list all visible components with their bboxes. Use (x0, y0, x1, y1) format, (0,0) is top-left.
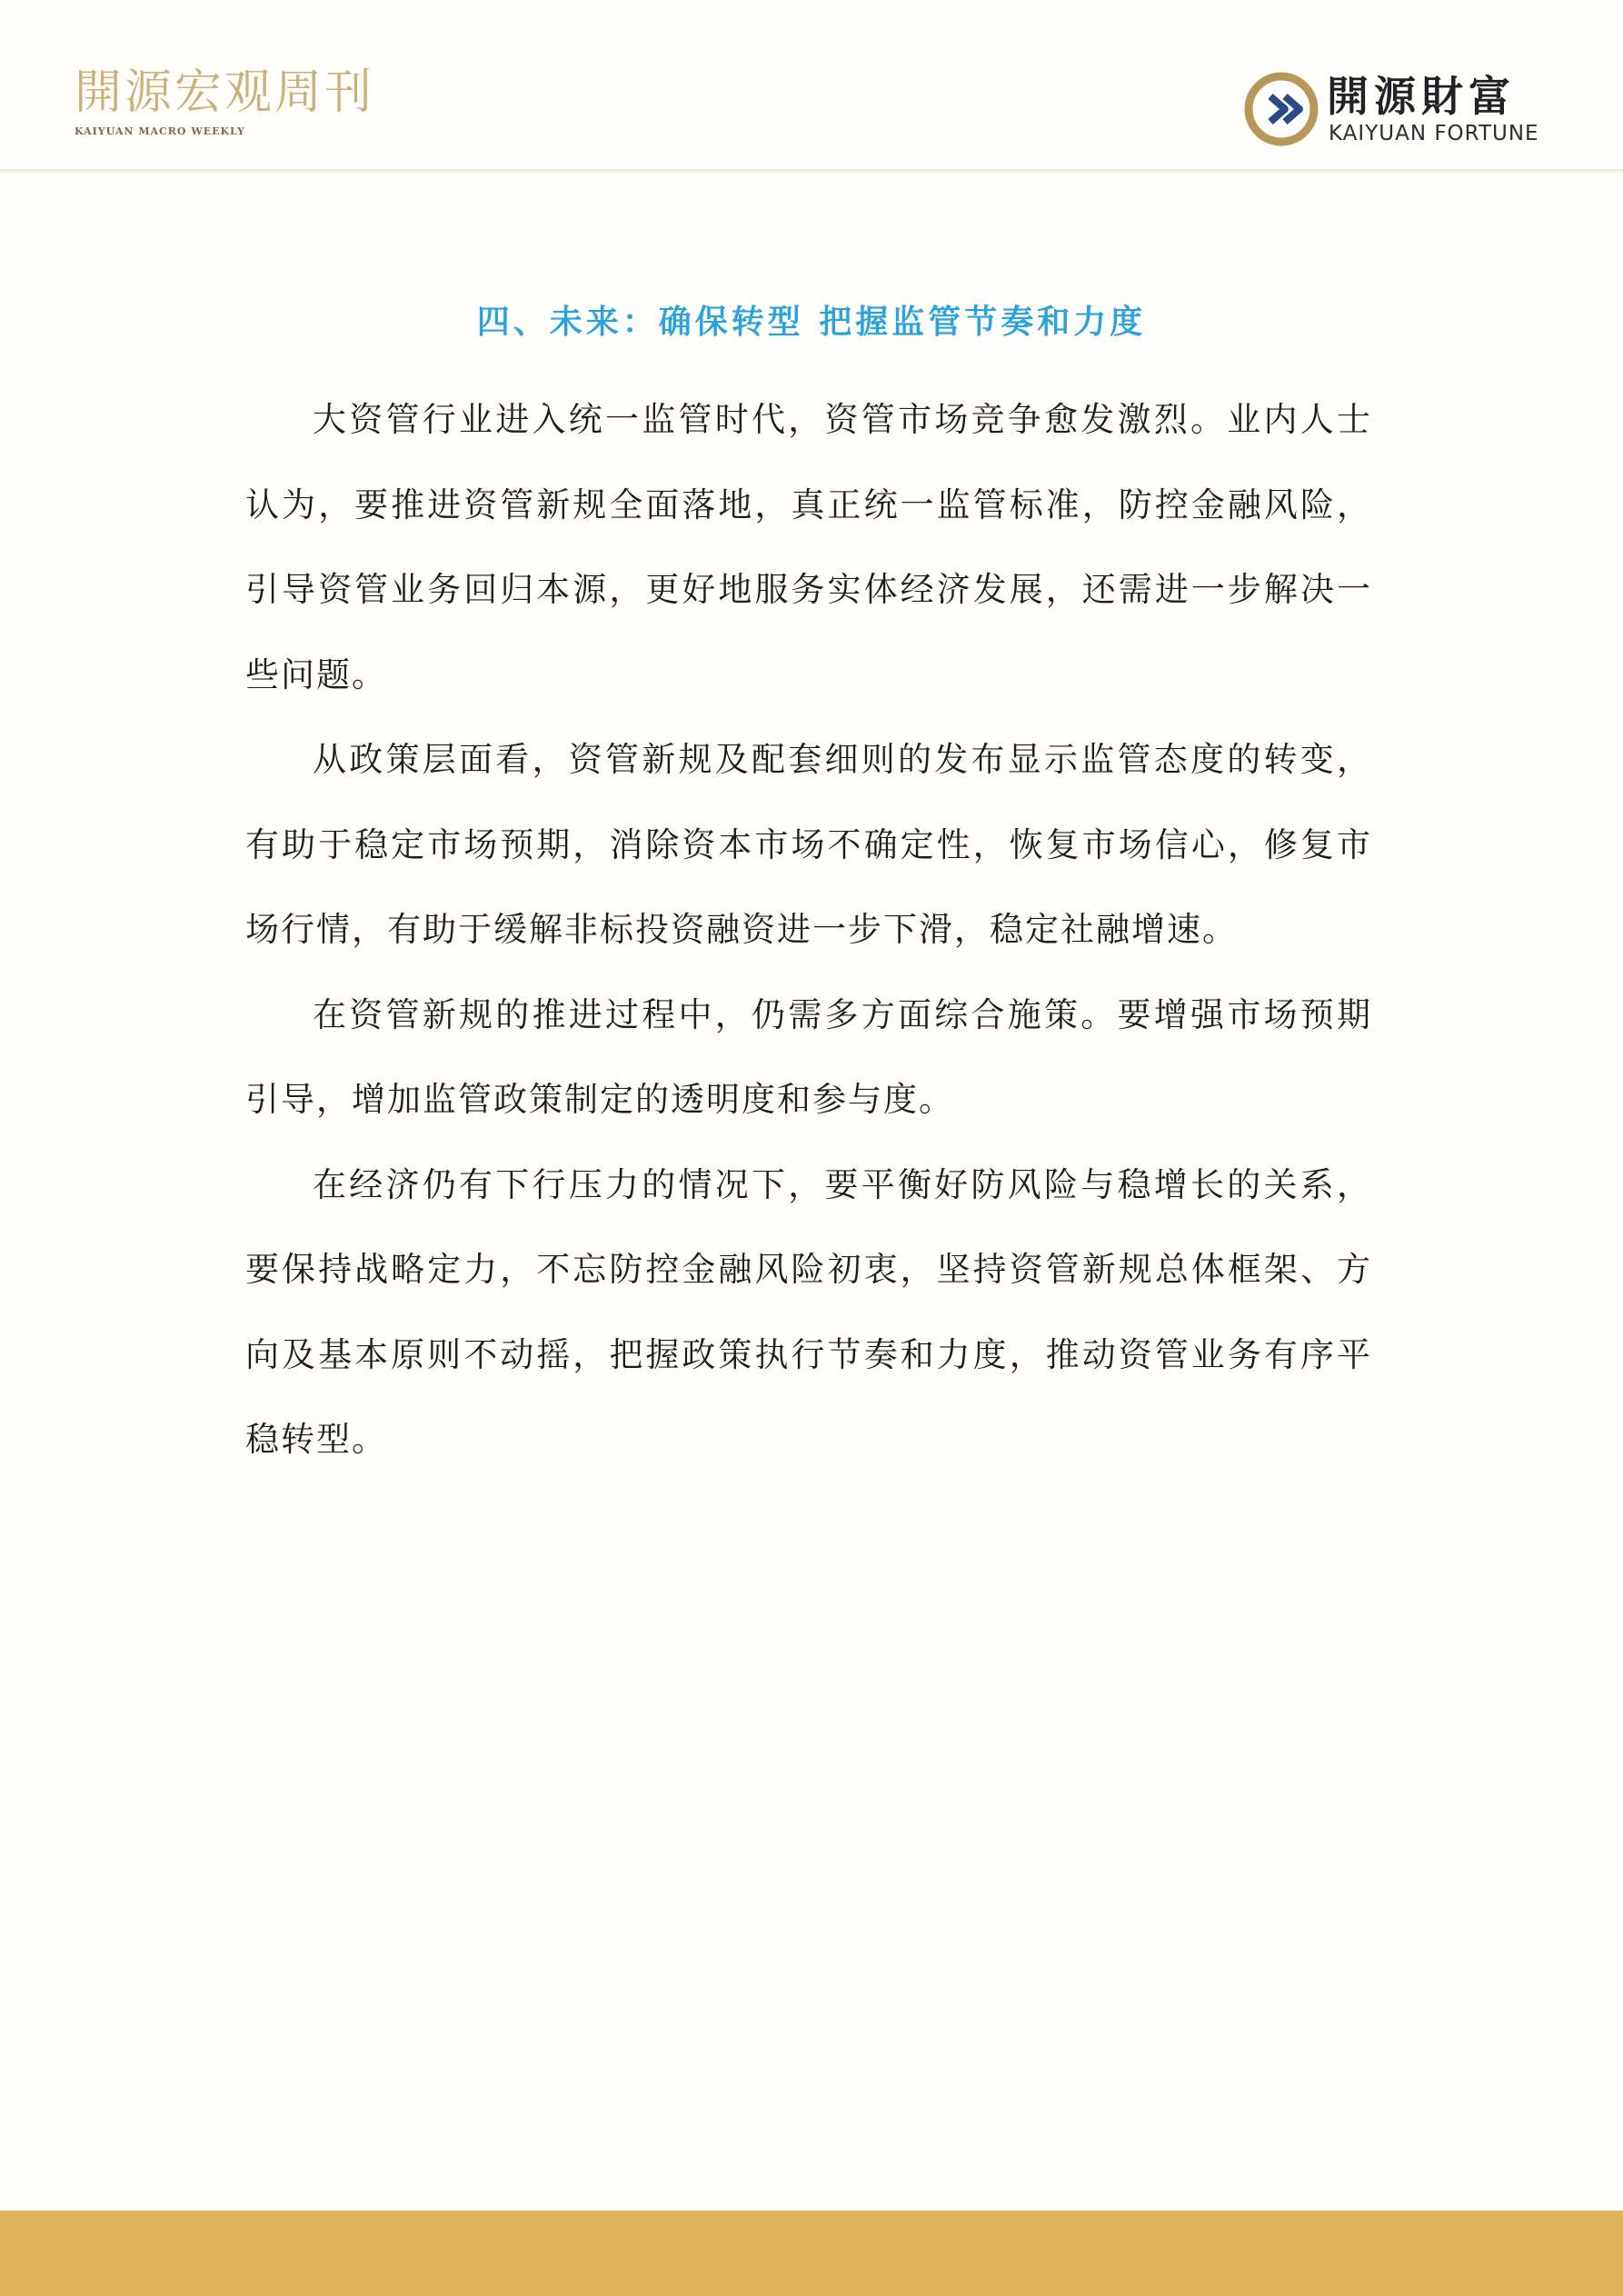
kaiyuan-logo-icon (1243, 71, 1319, 147)
paragraph: 在经济仍有下行压力的情况下，要平衡好防风险与稳增长的关系，要保持战略定力，不忘防控金融风险初衷，坚持资管新规总体框架、方向及基本原则不动摇，把握政策执行节奏和力度，推动资管业务有序平稳转型。 (245, 1164, 1372, 1459)
publication-brand (75, 65, 402, 137)
article-body (245, 377, 1372, 1482)
paragraph: 在资管新规的推进过程中，仍需多方面综合施策。要增强市场预期引导，增加监管政策制定的透明度和参与度。 (245, 994, 1372, 1119)
company-name-cn: 開源財富 (1327, 72, 1516, 121)
company-brand (1243, 69, 1552, 151)
publication-subtitle: KAIYUAN MACRO WEEKLY (75, 125, 245, 137)
header-divider (0, 169, 1623, 173)
company-name-en: KAIYUAN FORTUNE (1329, 122, 1539, 145)
footer-bar (0, 2211, 1623, 2296)
publication-title: 開源宏观周刊 (75, 65, 375, 120)
section-heading: 四、未来：确保转型 把握监管节奏和力度 (476, 304, 1147, 341)
page-header (0, 0, 1623, 173)
paragraph: 从政策层面看，资管新规及配套细则的发布显示监管态度的转变，有助于稳定市场预期，消除资本市场不确定性，恢复市场信心，修复市场行情，有助于缓解非标投资融资进一步下滑，稳定社融增速。 (245, 740, 1372, 949)
paragraph: 大资管行业进入统一监管时代，资管市场竞争愈发激烈。业内人士认为，要推进资管新规全面落地，真正统一监管标准，防控金融风险，引导资管业务回归本源，更好地服务实体经济发展，还需进一步解决一些问题。 (245, 400, 1372, 694)
